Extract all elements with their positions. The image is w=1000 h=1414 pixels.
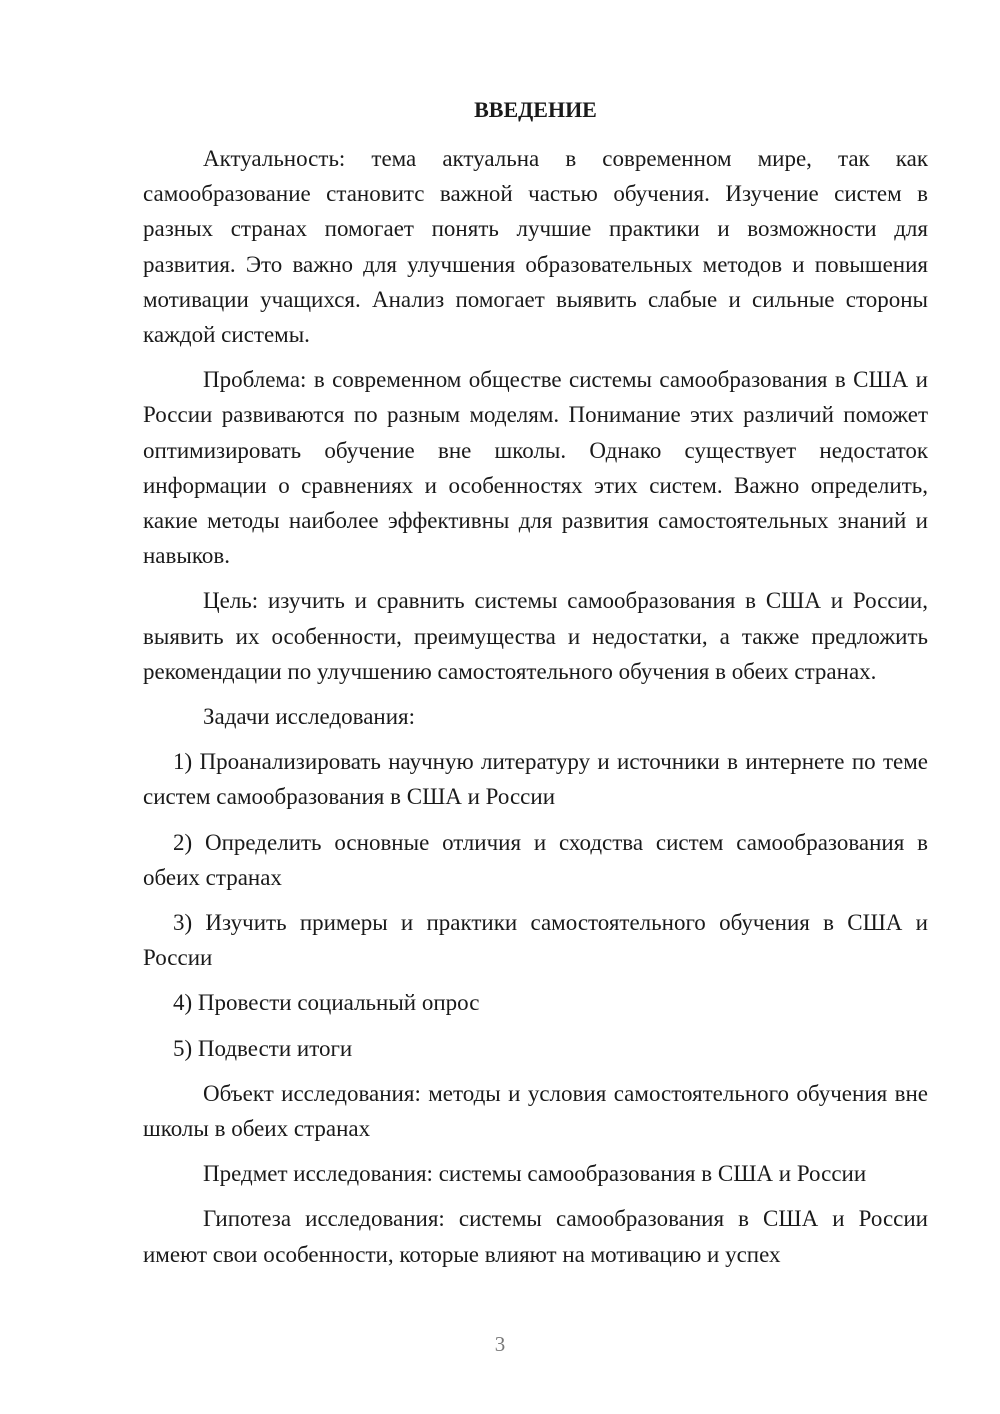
- document-page: [143, 92, 928, 1282]
- goal-paragraph: Цель: изучить и сравнить системы самообразования в США и России, выявить их особенности, преимущества и недостатки, а также предложить рекомендации по улучшению самостоятельного обучения в обеих странах.: [143, 588, 928, 684]
- tasks-heading: Задачи исследования:: [203, 704, 416, 730]
- subject-paragraph: Предмет исследования: системы самообразования в США и России: [203, 1161, 867, 1187]
- problem-paragraph: Проблема: в современном обществе системы самообразования в США и России развиваются по разным моделям. Понимание этих различий поможет оптимизировать обучение вне школы. Однако существует недостаток информации о сравнениях и особенностях этих систем. Важно определить, какие методы наиболее эффективны для развития самостоятельных знаний и навыков.: [143, 367, 928, 569]
- task-item-2: 2) Определить основные отличия и сходства систем самообразования в обеих странах: [143, 829, 928, 890]
- relevance-paragraph: Актуальность: тема актуальна в современном мире, так как самообразование становитс важной частью обучения. Изучение систем в разных странах помогает понять лучшие практики и возможности для развития. Это важно для улучшения образовательных методов и повышения мотивации учащихся. Анализ помогает выявить слабые и сильные стороны каждой системы.: [143, 146, 928, 348]
- task-item-3: 3) Изучить примеры и практики самостоятельного обучения в США и России: [143, 910, 928, 971]
- task-item-5: 5) Подвести итоги: [173, 1035, 353, 1061]
- page-title: ВВЕДЕНИЕ: [474, 97, 597, 122]
- object-paragraph: Объект исследования: методы и условия самостоятельного обучения вне школы в обеих странах: [143, 1080, 928, 1142]
- task-item-4: 4) Провести социальный опрос: [173, 990, 480, 1016]
- task-item-1: 1) Проанализировать научную литературу и источники в интернете по теме систем самообразования в США и России: [143, 749, 928, 810]
- page-number: 3: [494, 1332, 506, 1356]
- hypothesis-paragraph: Гипотеза исследования: системы самообразования в США и России имеют свои особенности, которые влияют на мотивацию и успех: [143, 1206, 928, 1267]
